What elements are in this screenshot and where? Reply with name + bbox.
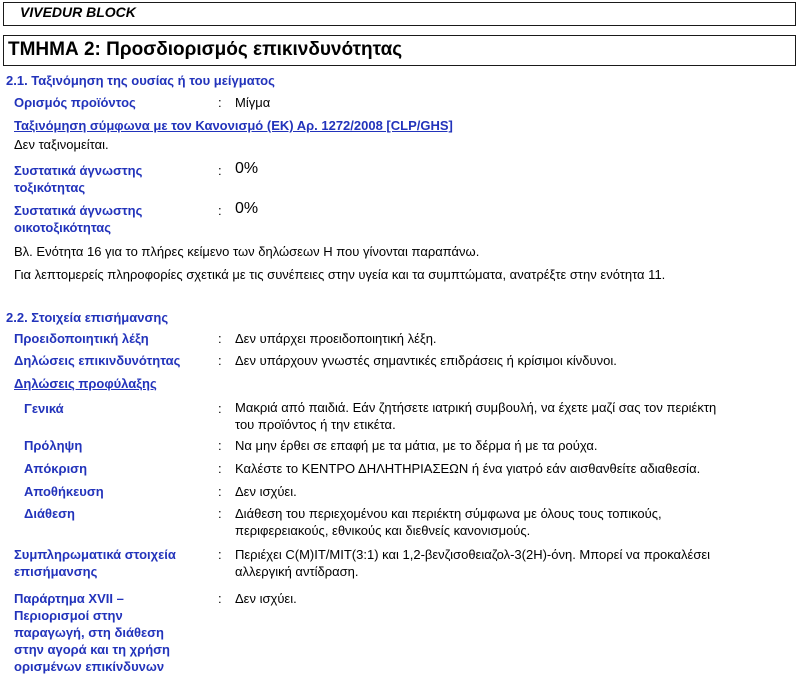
colon: : — [218, 438, 222, 453]
prevention-label: Πρόληψη — [24, 438, 83, 453]
colon: : — [218, 203, 222, 218]
colon: : — [218, 95, 222, 110]
subsection-2-1-heading: 2.1. Ταξινόμηση της ουσίας ή του μείγματος — [6, 73, 275, 88]
unknown-toxicity-label: Συστατικά άγνωστης τοξικότητας — [14, 163, 143, 195]
annex-xvii-label: Παράρτημα XVII – Περιορισμοί στην παραγωγή, στη διάθεση στην αγορά και τη χρήση ορισμένων επικίνδυνων — [14, 591, 170, 674]
product-definition-value: Μίγμα — [235, 95, 271, 110]
colon: : — [218, 461, 222, 476]
not-classified-text: Δεν ταξινομείται. — [14, 137, 109, 152]
unknown-toxicity-value: 0% — [235, 160, 259, 177]
general-value: Μακριά από παιδιά. Εάν ζητήσετε ιατρική συμβουλή, να έχετε μαζί σας τον περιέκτη του προϊόντος ή την ετικέτα. — [235, 400, 717, 432]
unknown-ecotoxicity-label: Συστατικά άγνωστης οικοτοξικότητας — [14, 203, 143, 235]
clp-classification-link[interactable]: Ταξινόμηση σύμφωνα με τον Κανονισμό (ΕΚ) Αρ. 1272/2008 [CLP/GHS] — [14, 118, 453, 133]
colon: : — [218, 331, 222, 346]
colon: : — [218, 506, 222, 521]
colon: : — [218, 547, 222, 562]
prevention-value: Να μην έρθει σε επαφή με τα μάτια, με το δέρμα ή με τα ρούχα. — [235, 438, 598, 453]
product-definition-label: Ορισμός προϊόντος — [14, 95, 136, 110]
hazard-statements-label: Δηλώσεις επικινδυνότητας — [14, 353, 181, 368]
product-name: VIVEDUR BLOCK — [20, 4, 136, 20]
colon: : — [218, 401, 222, 416]
unknown-ecotoxicity-value: 0% — [235, 200, 259, 217]
colon: : — [218, 163, 222, 178]
colon: : — [218, 591, 222, 606]
general-label: Γενικά — [24, 401, 64, 416]
precautionary-statements-link[interactable]: Δηλώσεις προφύλαξης — [14, 376, 157, 391]
colon: : — [218, 353, 222, 368]
response-value: Καλέστε το ΚΕΝΤΡΟ ΔΗΛΗΤΗΡΙΑΣΕΩΝ ή ένα γιατρό εάν αισθανθείτε αδιαθεσία. — [235, 461, 701, 476]
signal-word-value: Δεν υπάρχει προειδοποιητική λέξη. — [235, 331, 437, 346]
hazard-statements-value: Δεν υπάρχουν γνωστές σημαντικές επιδράσεις ή κρίσιμοι κίνδυνοι. — [235, 353, 617, 368]
disposal-value: Διάθεση του περιεχομένου και περιέκτη σύμφωνα με όλους τους τοπικούς, περιφερειακούς, εθνικούς και διεθνείς κανονισμούς. — [235, 506, 662, 538]
storage-label: Αποθήκευση — [24, 484, 104, 499]
storage-value: Δεν ισχύει. — [235, 484, 297, 499]
subsection-2-2-heading: 2.2. Στοιχεία επισήμανσης — [6, 310, 169, 325]
supplemental-label: Συμπληρωματικά στοιχεία επισήμανσης — [14, 547, 176, 579]
section-title: ΤΜΗΜΑ 2: Προσδιορισμός επικινδυνότητας — [8, 39, 403, 60]
disposal-label: Διάθεση — [24, 506, 75, 521]
note-section-16: Βλ. Ενότητα 16 για το πλήρες κείμενο των δηλώσεων H που γίνονται παραπάνω. — [14, 244, 480, 259]
signal-word-label: Προειδοποιητική λέξη — [14, 331, 149, 346]
response-label: Απόκριση — [24, 461, 88, 476]
colon: : — [218, 484, 222, 499]
annex-xvii-value: Δεν ισχύει. — [235, 591, 297, 606]
supplemental-value: Περιέχει C(M)IT/MIT(3:1) και 1,2-βενζισοθειαζολ-3(2H)-όνη. Μπορεί να προκαλέσει αλλεργική αντίδραση. — [235, 547, 711, 579]
note-section-11: Για λεπτομερείς πληροφορίες σχετικά με τις συνέπειες στην υγεία και τα συμπτώματα, ανατρέξτε στην ενότητα 11. — [14, 267, 666, 282]
